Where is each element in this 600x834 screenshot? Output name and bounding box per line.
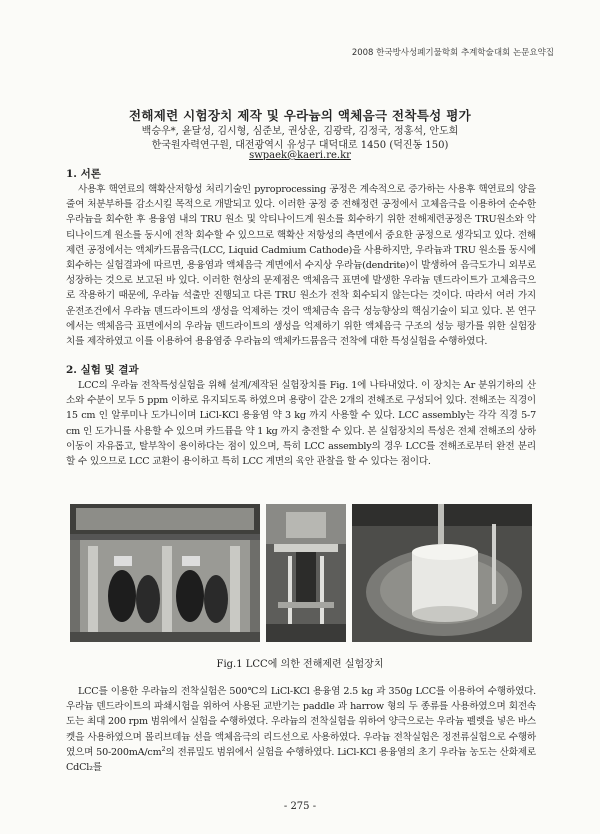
email-address: swpaek@kaeri.re.kr (249, 150, 351, 161)
section-heading-intro: 1. 서론 (66, 168, 101, 180)
figure-1 (70, 504, 532, 642)
running-header: 2008 한국방사성폐기물학회 추계학술대회 논문요약집 (351, 48, 554, 58)
figure-caption: Fig.1 LCC에 의한 전해제련 실험장치 (216, 659, 384, 670)
apparatus-photo (70, 504, 260, 642)
intro-paragraph: 사용후 핵연료의 핵확산저항성 처리기술인 pyroprocessing 공정은 계속적으로 증가하는 사용후 핵연료의 양을 줄여 처분부하를 감소시킬 목적으로 개발되고 있다. 이러한 공정 중 전해정련 공정에서 고체음극을 이용하여 순수한 우라늄을 회수한 후 용융염 내의 TRU 원소 및 악티나이드계 원소를 회수하기 위한 전해제련공정은 TRU원소와 악티나이드계 원소를 동시에 전착 회수할 수 있으므로 핵확산 저항성의 측면에서 중요한 공정으로 생각되고 있다. 전해제련 공정에서는 액체카드뮴음극(LCC, Liquid Cadmium Cathode)을 사용하지만, 우라늄과 TRU 원소를 동시에 회수하는 실험결과에 따르면, 용융염과 액체음극 계면에서 수지상 우라늄(dendrite)이 발생하여 음극도가니 외부로 성장하는 것으로 보고된 바 있다. 이러한 현상의 문제점은 액체음극 표면에 발생한 우라늄 덴드라이트가 고체음극으로 작용하기 때문에, 우라늄 석출만 진행되고 다른 TRU 원소가 전착 회수되지 않는다는 것이다. 따라서 여러 가지 운전조건에서 우라늄 덴드라이트의 생성을 억제하는 것이 액체금속 음극 성능향상의 핵심기술이 되고 있다. 본 연구에서는 액체음극 표면에서의 우라늄 덴드라이트의 생성을 억제하기 위한 액체음극 구조의 성능 평가를 위한 실험장치를 제작하였고 이를 이용하여 용융염중 우라늄의 액체카드뮴음극 전착에 대한 특성실험을 수행하였다. (66, 184, 536, 348)
page-number: - 275 - (283, 801, 317, 812)
lcc-crucible-photo (352, 504, 532, 642)
results-text-part2: 의 전류밀도 범위에서 실험을 수행하였다. LiCl-KCl 용융염의 초기 우라늄 농도는 산화제로 CdCl₂를 (66, 746, 536, 774)
results-paragraph (66, 684, 536, 775)
unit-superscript: 2 (161, 744, 166, 753)
affiliation: 한국원자력연구원, 대전광역시 유성구 대덕대로 1450 (덕진동 150) (151, 140, 449, 151)
results-text-part1: LCC를 이용한 우라늄의 전착실험은 500℃의 LiCl-KCl 용융염 2.5 kg 과 350g LCC를 이용하여 수행하였다. 우라늄 덴드라이트의 파쇄시험을 위하여 사용된 교반기는 paddle 과 harrow 형의 두 종류를 사용하였으며 회전속도는 최대 200 rpm 범위에서 실험을 수행하였다. 우라늄의 전착실험을 위하여 양극으로는 우라늄 펠렛을 넣은 바스켓을 사용하였으며 몰리브데늄 선을 액체음극의 리드선으로 사용하였다. 우라늄 전착실험은 정전류실험으로 수행하였으며 50-200mA/cm (66, 686, 536, 758)
paper-title: 전해제련 시험장치 제작 및 우라늄의 액체음극 전착특성 평가 (129, 108, 471, 123)
methods-paragraph: LCC의 우라늄 전착특성실험을 위해 설계/제작된 실험장치를 Fig. 1에 나타내었다. 이 장치는 Ar 분위기하의 산소와 수분이 모두 5 ppm 이하로 유지되도록 하였으며 용량이 같은 2개의 전해조로 구성되어 있다. 전해조는 직경이 15 cm 인 알루미나 도가니이며 LiCl-KCl 용융염 약 3 kg 까지 사용할 수 있다. LCC assembly는 각각 직경 5-7 cm 인 도가니를 사용할 수 있으며 카드뮴을 약 1 kg 까지 충전할 수 있다. 본 실험장치의 특성은 전체 전해조의 상하 이동이 자유롭고, 탈부착이 용이하다는 점이 있으며, 특히 LCC assembly의 경우 LCC를 전해조로부터 완전 분리할 수 있으므로 LCC 교환이 용이하고 특히 LCC 계면의 육안 관찰을 할 수 있다는 점이다. (66, 380, 536, 468)
author-list: 백승우*, 윤달성, 김시형, 심준보, 권상운, 김광락, 김정국, 정홍석, 안도희 (141, 126, 459, 137)
cell-assembly-photo (266, 504, 346, 642)
section-heading-methods: 2. 실험 및 결과 (66, 364, 139, 376)
